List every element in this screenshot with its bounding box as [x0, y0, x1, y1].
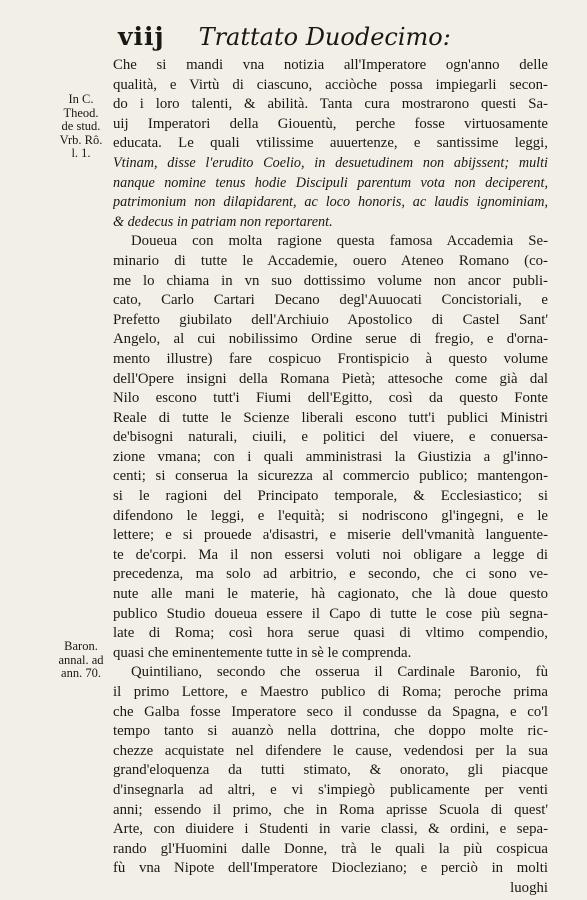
page-number: viij [118, 22, 165, 51]
text-line: tempo tanto si auanzò nella dottrina, che doppo molte ric- [113, 723, 548, 740]
text-line: Quintiliano, secondo che osserua il Cardinale Baronio, fù [131, 664, 548, 681]
text-line: te de'corpi. Ma il non essersi voluti noi obligare a legge di [113, 546, 548, 563]
text-line: centi; si conserua la sicurezza al commercio publico; mantengon- [113, 468, 548, 485]
text-line: rando gl'Huomini dalle Donne, trà le quali la più cospicua [113, 840, 548, 857]
text-line: educata. Le quali vtilissime auuertenze, e santissime leggi, [113, 135, 548, 152]
text-line: zione vmana; con i quali amministrasi la Giustizia a gl'inno- [113, 448, 548, 465]
text-line: nute alle mani le materie, hà cagionato, che là doue questo [113, 586, 548, 603]
text-line: si le ragioni del Principato temporale, & Ecclesiastico; si [113, 488, 548, 505]
latin-quote-line: nanque nomine tenus hodie Discipuli parentum vota non deciperent, [113, 174, 548, 191]
text-line: mento illustre) fare cospicuo Frontispicio à questo volume [113, 350, 548, 367]
latin-quote-line: patrimonium non dilapidarent, ac loco honoris, ac laudis ignominiam, [113, 194, 548, 211]
text-line: cato, Carlo Cartari Decano degl'Auuocati Concistoriali, e [113, 292, 548, 309]
margin-note-line: annal. ad [58, 652, 104, 667]
text-line: che Galba fosse Imperatore seco il condusse da Spagna, e co'l [113, 703, 548, 720]
latin-quote-line: Vtinam, disse l'erudito Coelio, in desuetudinem non abijssent; multi [113, 154, 548, 171]
body-text [113, 56, 548, 899]
margin-note-line: ann. 70. [61, 666, 101, 680]
text-line: publico Studio doueua essere il Capo di tutte le cose più segna- [113, 605, 548, 622]
text-line: fù vna Nipote dell'Imperatore Diocleziano; e perciò in molti [113, 860, 548, 877]
text-line: dell'Opere insigni della Romana Pietà; attesoche come già dal [113, 370, 548, 387]
text-line: grand'eloquenza da tutti stimato, & onorato, gli piacque [113, 762, 548, 779]
text-line: qualità, e Virtù di ciascuno, acciòche possa impiegarli secon- [113, 76, 548, 93]
text-line: Che si mandi vna notizia all'Imperatore ogn'anno delle [113, 57, 548, 73]
text-line: d'insegnarla ad altri, e vi s'impiegò publicamente per venti [113, 781, 548, 798]
text-line: difendono le leggi, e l'equità; si nodriscono gl'ingegni, e le [113, 507, 548, 524]
latin-quote-line: & dedecus in patriam non reportarent. [113, 213, 333, 230]
margin-note-line: Baron. [64, 639, 98, 653]
text-line: Angelo, al cui nobilissimo Ordine serue di fregio, e d'orna- [113, 331, 548, 348]
margin-note-line: Vrb. Rô. [59, 132, 103, 147]
text-line: Doueua con molta ragione questa famosa Accademia Se- [131, 233, 548, 250]
text-line: do i loro talenti, & abilità. Tanta cura mostrarono questi Sa- [113, 96, 548, 113]
margin-note-line: Theod. [63, 105, 99, 120]
text-line: Arte, con diuidere i Studenti in varie classi, & ordini, e sepa- [113, 821, 548, 838]
text-line: precedenza, ma solo ad arbitrio, e secondo, che ci sono ve- [113, 566, 548, 583]
text-line: me lo chiama in vn suo dottissimo volume non ancor publi- [113, 272, 548, 289]
margin-note-line: In C. [68, 92, 94, 106]
running-title: Trattato Duodecimo: [198, 23, 451, 51]
margin-note-citation [52, 640, 110, 681]
margin-note-line: l. 1. [71, 146, 91, 160]
text-line: Prefetto giubilato dell'Archiuio Apostolico di Castel Sant' [113, 311, 548, 328]
text-line: de'bisogni naturali, ciuili, e politici del viuere, e conuersa- [113, 429, 548, 446]
page-header [118, 22, 558, 56]
text-line: quasi che eminentemente tutte in sè le comprenda. [113, 644, 412, 661]
text-line: il primo Lettore, e Maestro publico di Roma; peroche prima [113, 684, 548, 700]
text-line: Nilo escono tutt'i Fiumi dell'Egitto, così da questo Fonte [113, 390, 548, 407]
margin-note-citation [52, 93, 110, 161]
text-line: Reale di tutte le Scienze liberali escono tutt'i publici Ministri [113, 409, 548, 426]
text-line: uij Imperatori della Giouentù, perche fosse virtuosamente [113, 115, 548, 132]
margin-note-line: de stud. [61, 119, 101, 133]
catchword: luoghi [510, 879, 548, 896]
text-line: minario di tutte le Accademie, ouero Ateneo Romano (co- [113, 252, 548, 269]
text-line: lettere; e si prouede a'disastri, e miserie dell'vmanità languente- [113, 527, 548, 544]
text-line: chezze acquistate nel difendere le cause, vedendosi per la sua [113, 742, 548, 759]
text-line: late di Roma; così hora serue quasi di vltimo compendio, [113, 625, 548, 642]
text-line: anni; essendo il primo, che in Roma aprisse Scuola di quest' [113, 801, 548, 818]
